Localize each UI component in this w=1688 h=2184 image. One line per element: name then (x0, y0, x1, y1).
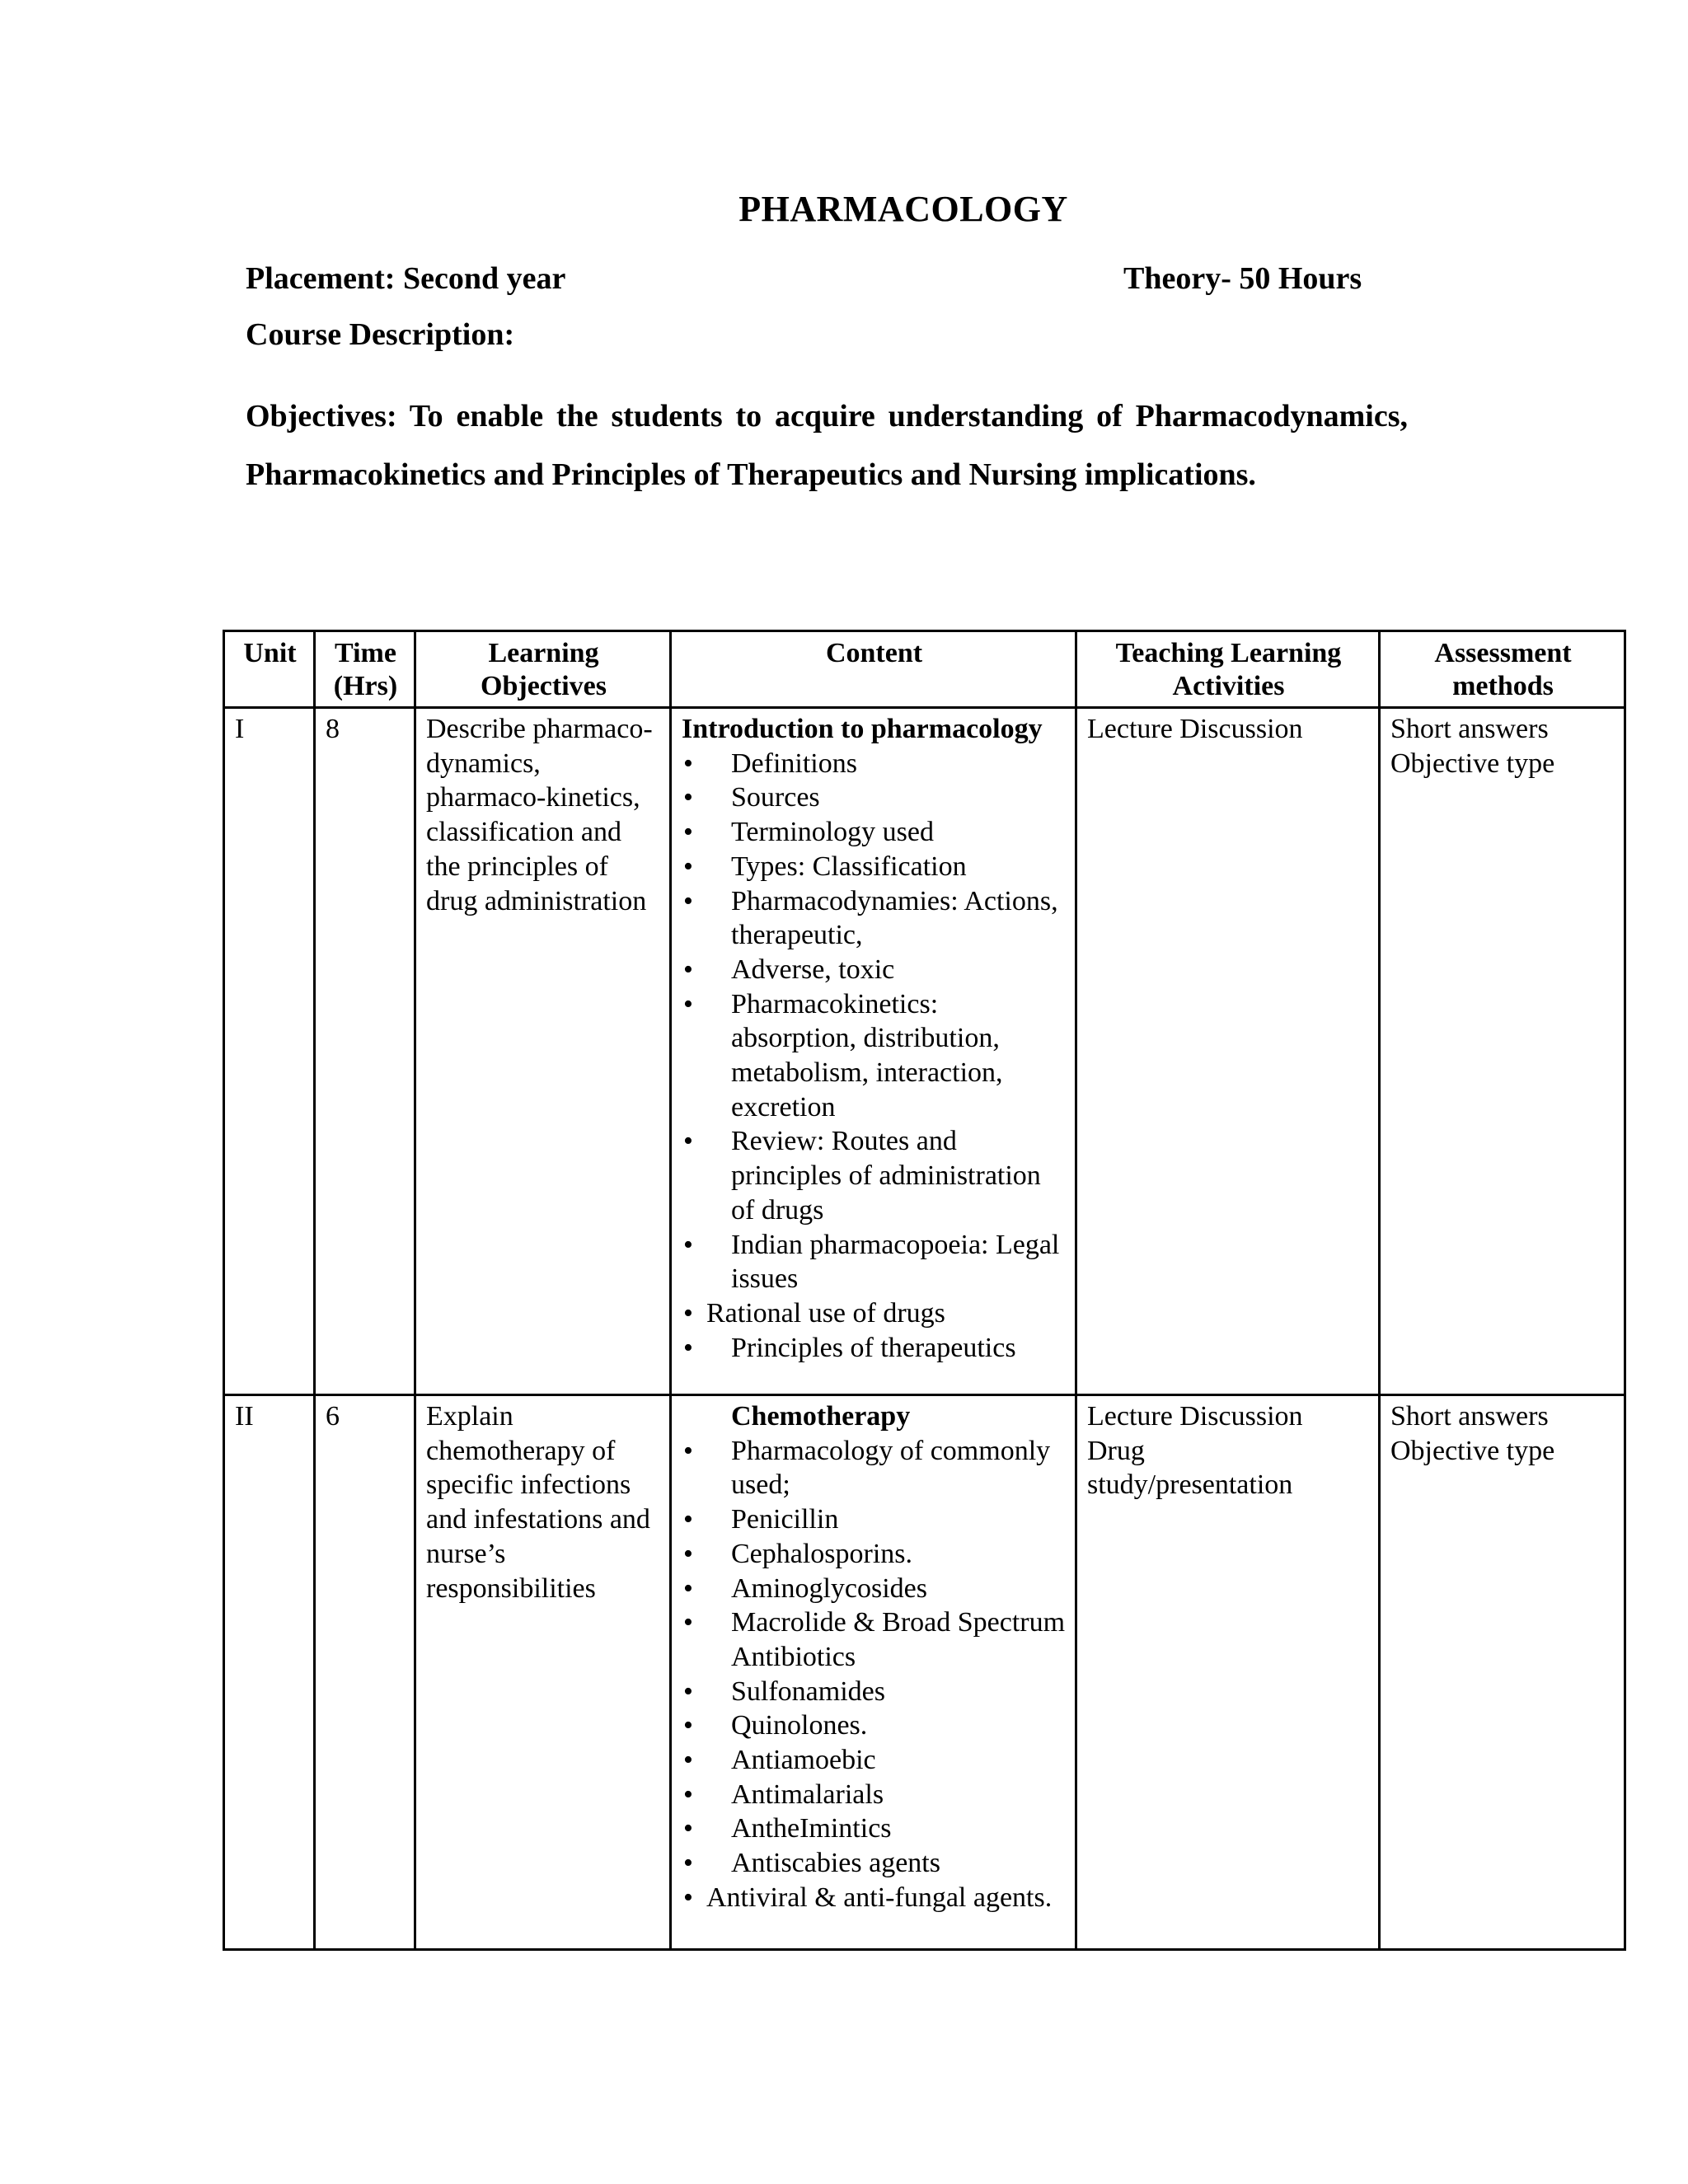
content-cell (671, 708, 1076, 1395)
list-item: • Rational use of drugs (682, 1296, 1067, 1331)
content-cell (671, 1395, 1076, 1950)
table-row (224, 1395, 1625, 1950)
list-item: • Review: Routes and principles of administration of drugs (682, 1124, 1067, 1227)
activities-cell (1076, 708, 1380, 1395)
list-item: • Antiamoebic (682, 1743, 1067, 1778)
list-item: • Sulfonamides (682, 1675, 1067, 1709)
time-cell: 6 (315, 1395, 415, 1950)
assessment-cell (1380, 1395, 1625, 1950)
header-assessment-methods: Assessment methods (1380, 631, 1625, 708)
syllabus-table (223, 630, 1626, 1951)
unit-cell: II (224, 1395, 315, 1950)
table-header-row (224, 631, 1625, 708)
content-list (682, 1434, 1067, 1915)
activities-cell (1076, 1395, 1380, 1950)
list-item: • Macrolide & Broad Spectrum Antibiotics (682, 1605, 1067, 1674)
list-item: • Types: Classification (682, 850, 1067, 884)
assessment-line: Short answers (1390, 1401, 1549, 1432)
activity-line: study/presentation (1087, 1469, 1293, 1501)
placement-label: Placement: Second year (246, 261, 566, 296)
list-item: • Definitions (682, 747, 1067, 781)
assessment-line: Short answers (1390, 714, 1549, 744)
assessment-line: Objective type (1390, 1435, 1555, 1466)
header-teaching-activities: Teaching Learning Activities (1076, 631, 1380, 708)
header-content: Content (671, 631, 1076, 708)
list-item: • Quinolones. (682, 1708, 1067, 1743)
course-description-label: Course Description: (246, 317, 515, 352)
list-item: • Antimalarials (682, 1778, 1067, 1812)
list-item: • Principles of therapeutics (682, 1331, 1067, 1366)
list-item: • AntheImintics (682, 1811, 1067, 1846)
list-item: • Pharmacology of commonly used; (682, 1434, 1067, 1502)
activity-line: Lecture Discussion (1087, 714, 1303, 744)
list-item: • Antiscabies agents (682, 1846, 1067, 1881)
header-time: Time (Hrs) (315, 631, 415, 708)
assessment-cell (1380, 708, 1625, 1395)
header-learning-objectives: Learning Objectives (415, 631, 671, 708)
list-item: • Penicillin (682, 1502, 1067, 1537)
list-item: • Pharmacokinetics: absorption, distribution, metabolism, interaction, excretion (682, 987, 1067, 1125)
content-heading: Chemotherapy (731, 1401, 911, 1432)
theory-hours: Theory- 50 Hours (1123, 261, 1362, 296)
list-item: • Aminoglycosides (682, 1572, 1067, 1606)
time-cell: 8 (315, 708, 415, 1395)
assessment-line: Objective type (1390, 748, 1555, 779)
header-unit: Unit (224, 631, 315, 708)
activity-line: Lecture Discussion (1087, 1401, 1303, 1432)
list-item: • Pharmacodynamies: Actions, therapeutic, (682, 884, 1067, 953)
objectives-paragraph: Objectives: To enable the students to acquire understanding of Pharmacodynamics, Pharmacokinetics and Principles of Therapeutics and Nursing implications. (246, 399, 1408, 492)
content-list (682, 747, 1067, 1366)
list-item: • Indian pharmacopoeia: Legal issues (682, 1228, 1067, 1296)
objective-cell: Explain chemotherapy of specific infections and infestations and nurse’s responsibilities (415, 1395, 671, 1950)
table-row (224, 708, 1625, 1395)
content-heading: Introduction to pharmacology (682, 714, 1043, 744)
unit-cell: I (224, 708, 315, 1395)
page-title: PHARMACOLOGY (738, 189, 1068, 229)
list-item: • Sources (682, 780, 1067, 815)
activity-line: Drug (1087, 1435, 1145, 1466)
objective-cell: Describe pharmaco-dynamics, pharmaco-kinetics, classification and the principles of drug administration (415, 708, 671, 1395)
list-item: • Antiviral & anti-fungal agents. (682, 1881, 1067, 1915)
list-item: • Adverse, toxic (682, 953, 1067, 987)
list-item: • Terminology used (682, 815, 1067, 850)
list-item: • Cephalosporins. (682, 1537, 1067, 1572)
